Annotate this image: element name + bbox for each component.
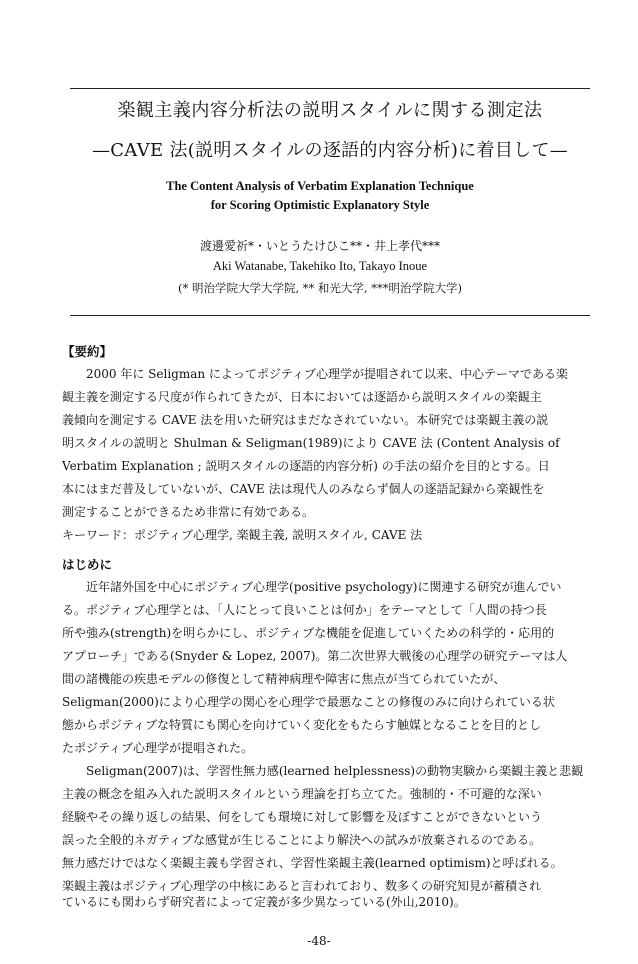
intro-line: 所や強み(strength)を明らかにし、ポジティブな機能を促進していくための科学的・応用的 (62, 626, 555, 640)
abstract-line: 測定することができるため非常に有効である。 (62, 505, 315, 519)
intro-line: たポジティブ心理学が提唱された。 (62, 741, 254, 755)
intro-line: 態からポジティブな特質にも関心を向けていく変化をもたらす触媒となることを目的とし (62, 718, 542, 732)
abstract-heading: 【要約】 (62, 344, 113, 359)
keywords: キーワード：ポジティブ心理学, 楽観主義, 説明スタイル, CAVE 法 (62, 528, 423, 542)
intro-line: る。ポジティブ心理学とは、「人にとって良いことは何か」をテーマとして「人間の持つ長 (62, 603, 547, 617)
intro-line: 間の諸機能の疾患モデルの修復として精神病理や障害に焦点が当てられていたが、 (62, 672, 506, 686)
intro-line: 楽観主義はポジティブ心理学の中核にあると言われており、数多くの研究知見が蓄積され (62, 879, 542, 893)
page-title-line-2: —CAVE 法(説明スタイルの逐語的内容分析)に着目して— (91, 140, 569, 161)
page-number: -48- (307, 934, 331, 948)
authors-english: Aki Watanabe, Takehiko Ito, Takayo Inoue (212, 259, 428, 273)
intro-line: 主義の概念を組み入れた説明スタイルという理論を打ち立てた。強制的・不可避的な深い (62, 787, 542, 801)
intro-heading: はじめに (62, 557, 113, 572)
abstract-line: 2000 年に Seligman によってポジティブ心理学が提唱されて以来、中心テーマである楽 (86, 367, 568, 381)
abstract-line: 本にはまだ普及していないが、CAVE 法は現代人のみならず個人の逐語記録から楽観性を (62, 482, 545, 496)
bottom-rule (70, 315, 590, 316)
intro-line: ているにも関わらず研究者によって定義が多少異なっている(外山,2010)。 (62, 895, 466, 909)
intro-line: 無力感だけではなく楽観主義も学習され、学習性楽観主義(learned optimism)と呼ばれる。 (62, 856, 563, 870)
top-rule (70, 88, 590, 89)
english-title-line-1: The Content Analysis of Verbatim Explanation Technique (166, 179, 474, 193)
affiliations: (* 明治学院大学大学院, ** 和光大学, ***明治学院大学) (178, 281, 462, 295)
intro-line: Seligman(2007)は、学習性無力感(learned helplessness)の動物実験から楽観主義と悲観 (86, 764, 584, 778)
abstract-line: 義傾向を測定する CAVE 法を用いた研究はまだなされていない。本研究では楽観主義の説 (62, 413, 549, 427)
abstract-line: 明スタイルの説明と Shulman & Seligman(1989)により CAVE 法 (Content Analysis of (62, 436, 560, 450)
intro-line: 経験やその繰り返しの結果、何をしても環境に対して影響を及ぼすことができないという (62, 810, 543, 824)
abstract-line: Verbatim Explanation ; 説明スタイルの逐語的内容分析) の手法の紹介を目的とする。日 (62, 459, 550, 473)
intro-line: 近年諸外国を中心にポジティブ心理学(positive psychology)に関連する研究が進んでい (86, 580, 562, 594)
intro-line: 誤った全般的ネガティブな感覚が生じることにより解決への試みが放棄されるのである。 (62, 833, 542, 847)
intro-line: アプローチ」である(Snyder & Lopez, 2007)。第二次世界大戦後の心理学の研究テーマは人 (62, 649, 568, 663)
authors-japanese: 渡邊愛祈*・いとうたけひこ**・井上孝代*** (199, 239, 440, 253)
page-title-line-1: 楽観主義内容分析法の説明スタイルに関する測定法 (117, 100, 543, 121)
abstract-line: 観主義を測定する尺度が作られてきたが、日本においては逐語から説明スタイルの楽観主 (62, 390, 542, 404)
english-title-line-2: for Scoring Optimistic Explanatory Style (210, 198, 430, 212)
intro-line: Seligman(2000)により心理学の関心を心理学で最悪なことの修復のみに向けられている状 (62, 695, 555, 709)
